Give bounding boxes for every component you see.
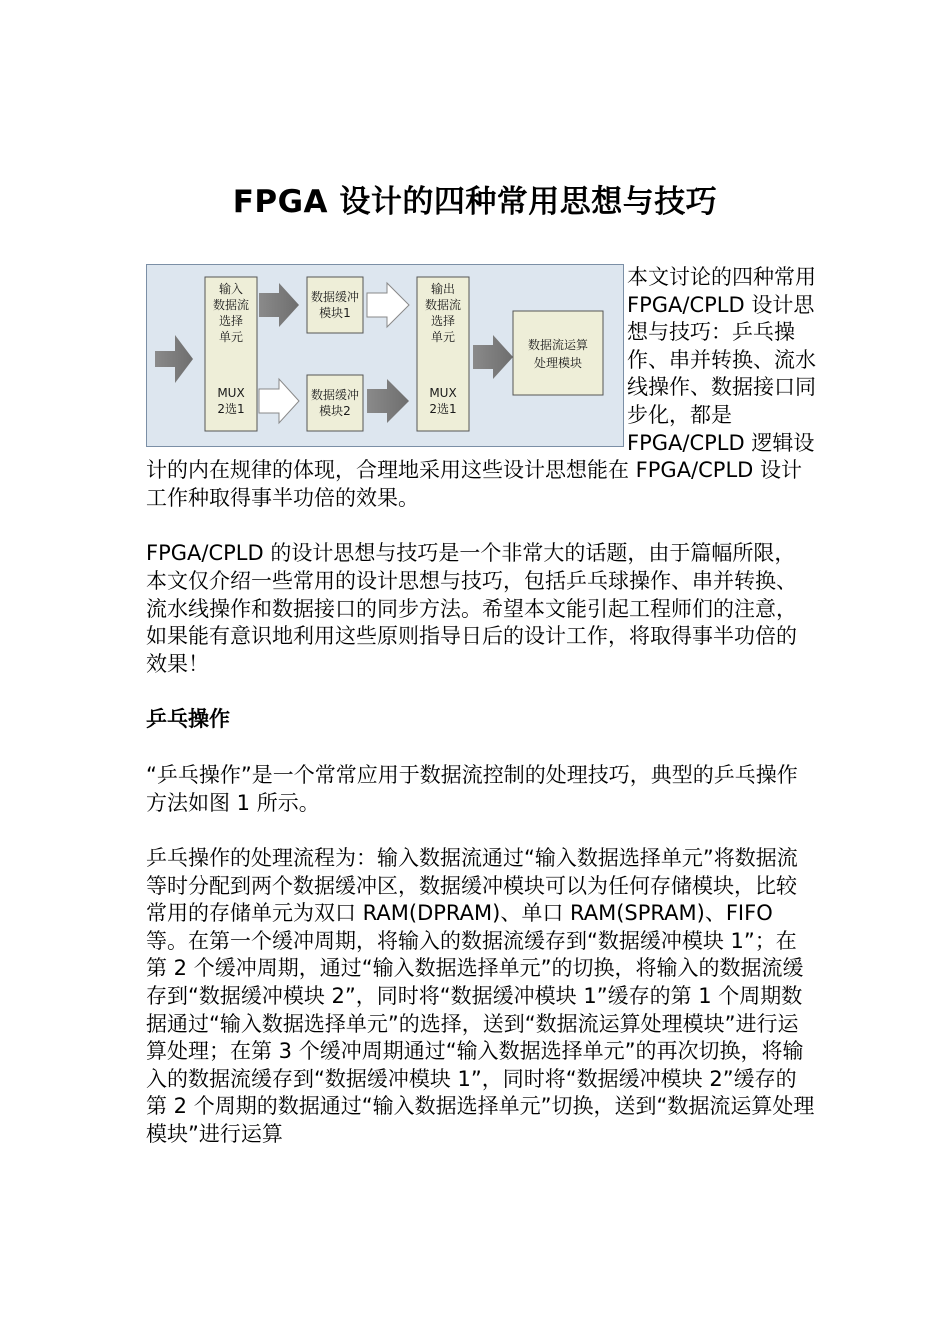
input-mux-label: MUX	[217, 386, 245, 400]
input-mux-sel: 2选1	[217, 402, 245, 416]
buffer2-box	[307, 375, 363, 431]
arrow-to-buffer2-icon	[259, 379, 299, 423]
input-mux-line1: 输入	[218, 282, 244, 296]
output-mux-line3: 选择	[430, 314, 456, 328]
buffer1-line2: 模块1	[319, 306, 351, 320]
buffer2-line1: 数据缓冲	[310, 388, 360, 402]
diagram-svg	[147, 265, 625, 448]
buffer1-box	[307, 277, 363, 333]
arrow-to-buffer1-icon	[259, 283, 299, 327]
processor-line2: 处理模块	[533, 356, 583, 370]
intro-paragraph: 本文讨论的四种常用 FPGA/CPLD 设计思想与技巧：乒乓操作、串并转换、流水线操作、数据接口同步化，都是 FPGA/CPLD 逻辑设计的内在规律的体现，合理地采用这些设计思想能在 FPGA/CPLD 设计工作种取得事半功倍的效果。	[146, 265, 816, 510]
output-mux-line1: 输出	[430, 282, 456, 296]
input-mux-line4: 单元	[218, 330, 244, 344]
input-mux-line2: 数据流	[212, 298, 250, 312]
processor-line1: 数据流运算	[527, 338, 589, 352]
buffer1-line1: 数据缓冲	[310, 290, 360, 304]
document-body	[146, 264, 816, 1177]
processor-box	[513, 311, 603, 395]
output-mux-line2: 数据流	[424, 298, 462, 312]
pingpong-flow-paragraph: 乒乓操作的处理流程为：输入数据流通过“输入数据选择单元”将数据流等时分配到两个数据缓冲区，数据缓冲模块可以为任何存储模块，比较常用的存储单元为双口 RAM(DPRAM)、单口 RAM(SPRAM)、FIFO 等。在第一个缓冲周期，将输入的数据流缓存到“数据缓冲模块 1”；在第 2 个缓冲周期，通过“输入数据选择单元”的切换，将输入的数据流缓存到“数据缓冲模块 2”，同时将“数据缓冲模块 1”缓存的第 1 个周期数据通过“输入数据选择单元”的选择，送到“数据流运算处理模块”进行运算处理；在第 3 个缓冲周期通过“输入数据选择单元”的再次切换，将输入的数据流缓存到“数据缓冲模块 1”，同时将“数据缓冲模块 2”缓存的第 2 个周期的数据通过“输入数据选择单元”切换，送到“数据流运算处理模块”进行运算	[146, 846, 815, 1147]
arrow-from-buffer2-icon	[367, 379, 409, 423]
arrow-from-buffer1-icon	[367, 283, 409, 327]
page-title: FPGA 设计的四种常用思想与技巧	[232, 184, 718, 220]
input-arrow-icon	[155, 335, 193, 383]
output-mux-label: MUX	[429, 386, 457, 400]
buffer2-line2: 模块2	[319, 404, 351, 418]
arrow-to-processor-icon	[473, 335, 513, 379]
ping-pong-diagram	[146, 264, 624, 447]
output-mux-sel: 2选1	[429, 402, 457, 416]
input-mux-line3: 选择	[218, 314, 244, 328]
overview-paragraph: FPGA/CPLD 的设计思想与技巧是一个非常大的话题，由于篇幅所限，本文仅介绍一些常用的设计思想与技巧，包括乒乓球操作、串并转换、流水线操作和数据接口的同步方法。希望本文能引起工程师们的注意，如果能有意识地利用这些原则指导日后的设计工作，将取得事半功倍的效果！	[146, 541, 797, 676]
pingpong-definition-paragraph: “乒乓操作”是一个常常应用于数据流控制的处理技巧，典型的乒乓操作方法如图 1 所示。	[146, 762, 798, 815]
section-heading: 乒乓操作	[146, 707, 230, 732]
output-mux-line4: 单元	[430, 330, 456, 344]
